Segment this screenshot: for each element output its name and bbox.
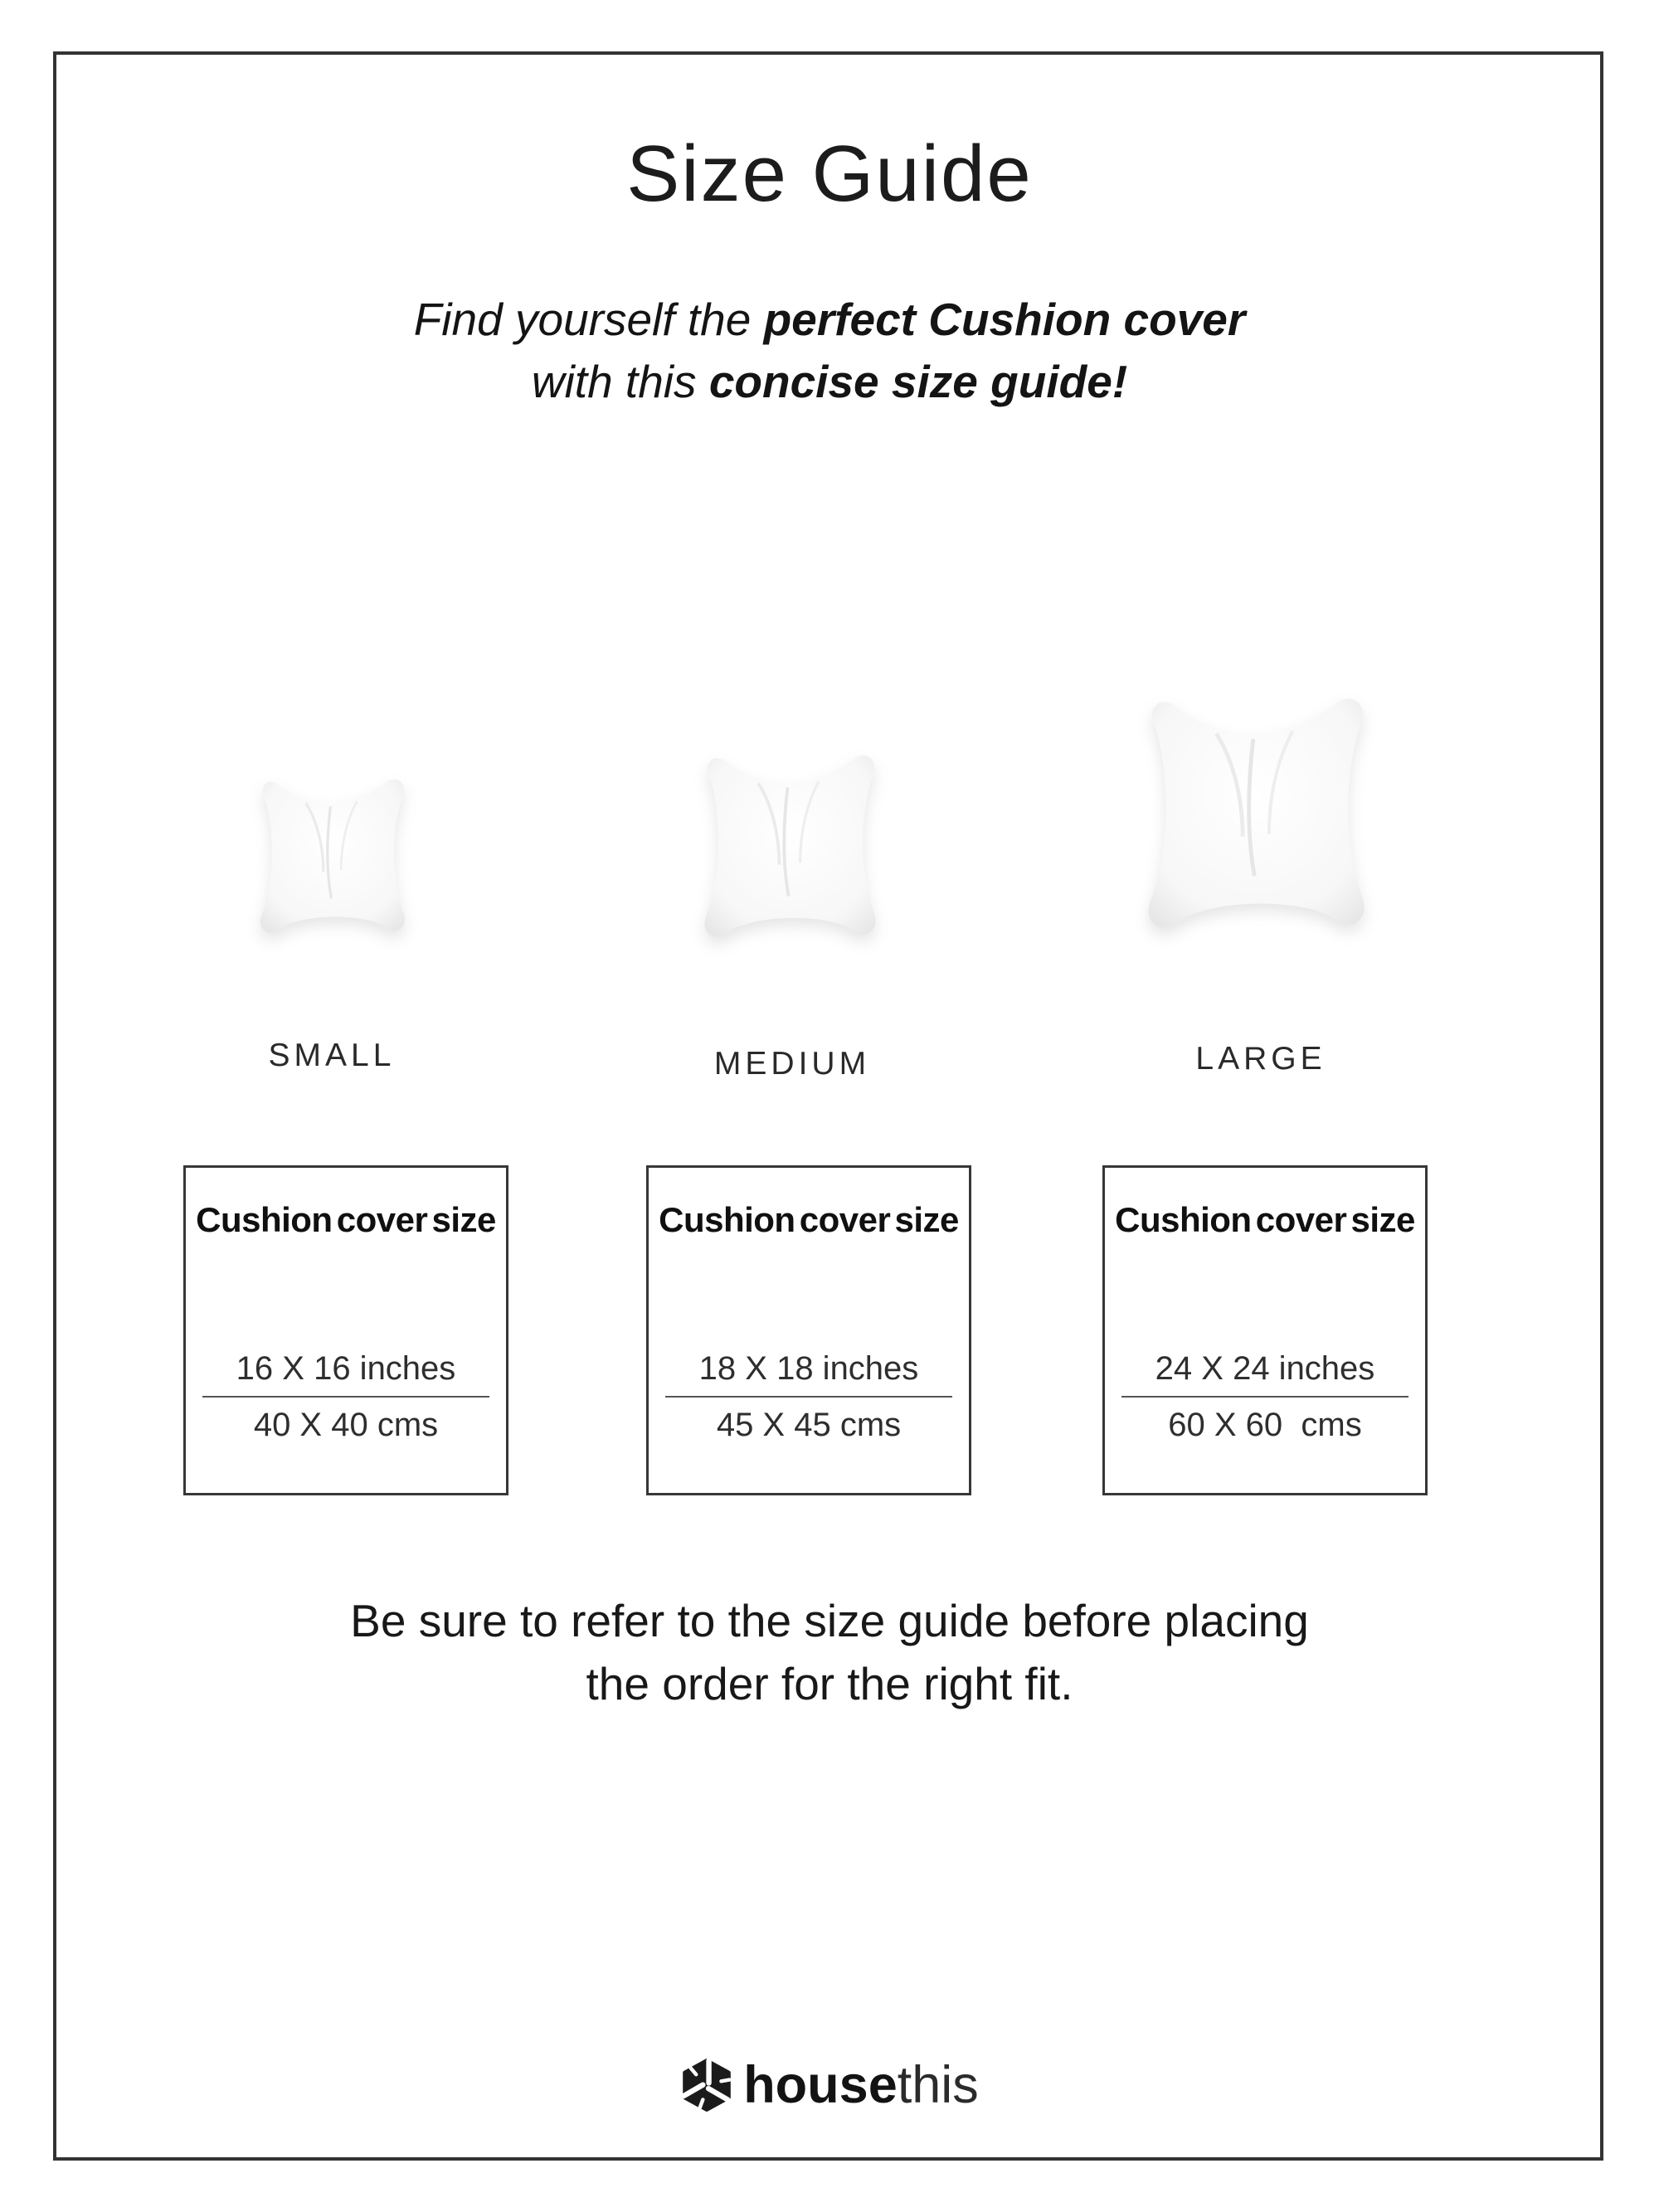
size-box-large-cms: 60 X 60 cms (1168, 1407, 1362, 1443)
size-box-small-dimensions (201, 1349, 491, 1445)
size-box-medium-cms: 45 X 45 cms (716, 1407, 902, 1443)
size-box-small (183, 1165, 508, 1495)
size-box-medium-inches: 18 X 18 inches (698, 1350, 919, 1387)
size-box-large (1102, 1165, 1428, 1495)
size-box-small-inches: 16 X 16 inches (236, 1350, 456, 1387)
brand-wordmark-bold: house (743, 2055, 898, 2114)
page-title: Size Guide (626, 129, 1033, 218)
size-box-large-title: Cushion cover size (1115, 1200, 1415, 1239)
footer-note (0, 1589, 1659, 1715)
subtitle-line-1 (0, 289, 1659, 351)
size-box-medium-title: Cushion cover size (659, 1200, 959, 1239)
page-subtitle (0, 289, 1659, 413)
size-box-large-divider (1121, 1396, 1408, 1398)
size-label-medium: MEDIUM (713, 1046, 871, 1082)
size-box-large-dimensions (1120, 1349, 1410, 1445)
size-label-large: LARGE (1195, 1041, 1326, 1077)
large-pillow-image (1122, 681, 1389, 945)
size-box-medium (646, 1165, 971, 1495)
medium-pillow-image (685, 741, 894, 951)
subtitle-line1-bold: perfect Cushion cover (763, 294, 1246, 345)
size-box-medium-dimensions (664, 1349, 954, 1445)
small-pillow-image (244, 766, 421, 946)
size-box-small-title: Cushion cover size (196, 1200, 496, 1239)
size-box-small-divider (202, 1396, 489, 1398)
brand-wordmark (743, 2055, 979, 2114)
size-box-large-inches: 24 X 24 inches (1155, 1350, 1375, 1387)
subtitle-line2-light: with this (531, 356, 709, 407)
size-box-small-cms: 40 X 40 cms (253, 1407, 439, 1443)
subtitle-line2-bold: concise size guide! (708, 356, 1128, 407)
subtitle-line-2 (0, 351, 1659, 413)
subtitle-line1-light: Find yourself the (413, 294, 764, 345)
size-box-medium-divider (665, 1396, 952, 1398)
brand-wordmark-light: this (897, 2055, 979, 2114)
footer-note-line-1: Be sure to refer to the size guide before placing (350, 1595, 1309, 1646)
brand-logo (0, 2055, 1659, 2114)
size-label-small: SMALL (268, 1038, 396, 1073)
footer-note-line-2: the order for the right fit. (586, 1658, 1073, 1709)
housethis-knot-icon (680, 2059, 733, 2112)
